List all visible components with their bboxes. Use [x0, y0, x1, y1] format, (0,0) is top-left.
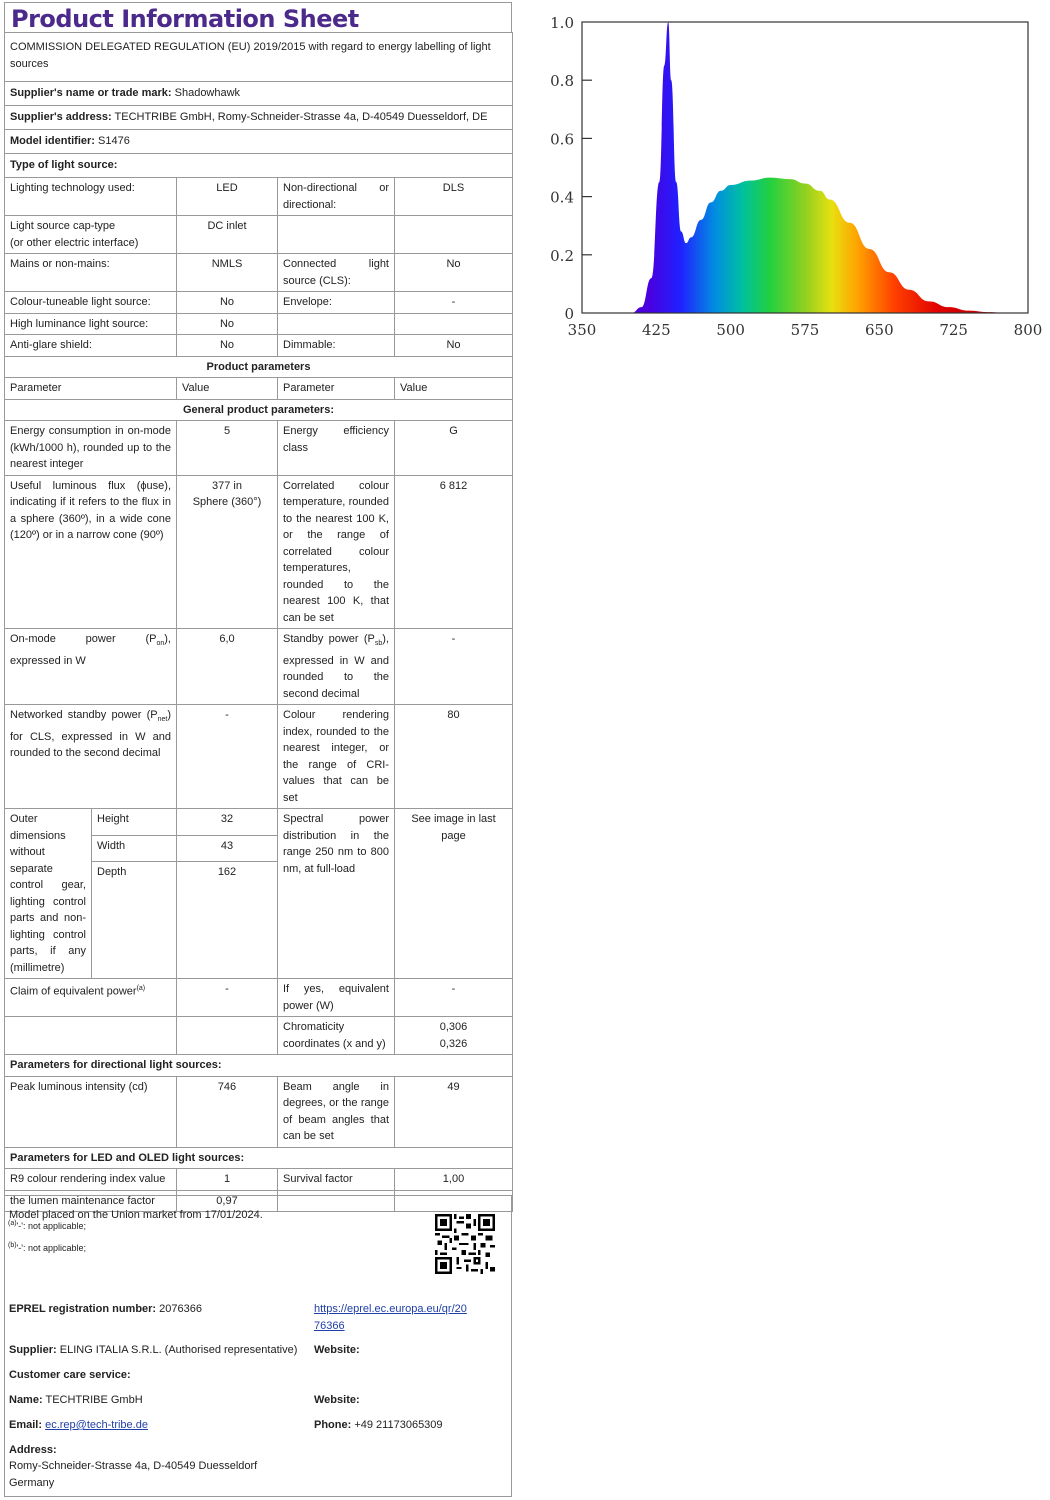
product-information-sheet [4, 2, 512, 1260]
luminous-flux-label: Useful luminous flux (ϕuse), indicating if it refers to the flux in a sphere (360º), in a wide cone (120º) or in a narrow cone (90º) [5, 475, 177, 629]
on-mode-power-sub: on [156, 640, 165, 648]
x-tick-label: 800 [1013, 321, 1043, 339]
equivalent-power-value: - [177, 979, 278, 1017]
supplier-name-label: Supplier's name or trade mark: [10, 87, 172, 99]
colour-tuneable-label: Colour-tuneable light source: [5, 292, 177, 314]
info-table [4, 32, 513, 1212]
y-tick-label: 0.4 [550, 188, 574, 207]
supplier-name-row [5, 82, 513, 106]
name-row [9, 1394, 143, 1406]
luminous-flux-value [177, 475, 278, 629]
standby-power-sub: sb [374, 640, 383, 648]
directional-value: DLS [395, 178, 513, 216]
page-title: Product Information Sheet [4, 2, 512, 32]
if-yes-value: - [395, 979, 513, 1017]
energy-consumption-label: Energy consumption in on-mode (kWh/1000 h), rounded up to the nearest integer [5, 421, 177, 476]
cap-type-label-line2: (or other electric interface) [10, 236, 139, 249]
energy-class-label: Energy efficiency class [278, 421, 395, 476]
lumen-maintenance-value: 0,97 [177, 1190, 278, 1212]
address-line2: Germany [9, 1477, 55, 1489]
eprel-number: 2076366 [159, 1303, 202, 1315]
cls-label: Connected light source (CLS): [278, 254, 395, 292]
equivalent-power-label [5, 979, 177, 1017]
regulation-text: COMMISSION DELEGATED REGULATION (EU) 2019/2015 with regard to energy labelling of light sources [5, 33, 513, 82]
depth-label: Depth [92, 862, 177, 979]
supplier-label: Supplier: [9, 1344, 57, 1356]
empty-cell [278, 216, 395, 254]
led-header: Parameters for LED and OLED light sources: [5, 1147, 513, 1169]
y-tick-label: 0.2 [550, 246, 574, 265]
energy-class-value: G [395, 421, 513, 476]
cri-value: 80 [395, 705, 513, 809]
empty-cell [395, 313, 513, 335]
supplier-address-label: Supplier's address: [10, 111, 112, 123]
cap-type-label-line1: Light source cap-type [10, 220, 116, 232]
survival-factor-label: Survival factor [278, 1169, 395, 1191]
address-line1: Romy-Schneider-Strasse 4a, D-40549 Duesseldorf [9, 1460, 258, 1472]
cct-value: 6 812 [395, 475, 513, 629]
cct-label: Correlated colour temperature, rounded to the nearest 100 K, or the range of correlated colour temperatures, rounded to the nearest 100 K, that can be set [278, 475, 395, 629]
chromaticity-x: 0,306 [439, 1021, 468, 1034]
if-yes-label: If yes, equivalent power (W) [278, 979, 395, 1017]
x-tick-label: 500 [716, 321, 745, 339]
mains-value: NMLS [177, 254, 278, 292]
market-placement: Model placed on the Union market from 17/01/2024. [9, 1209, 263, 1221]
col-value: Value [395, 378, 513, 400]
chromaticity-label: Chromaticity coordinates (x and y) [278, 1017, 395, 1055]
luminous-flux-value-line2: Sphere (360°) [192, 496, 262, 508]
cls-value: No [395, 254, 513, 292]
lighting-technology-label: Lighting technology used: [5, 178, 177, 216]
product-parameters-header: Product parameters [5, 356, 513, 378]
website-label: Website: [314, 1344, 360, 1356]
supplier-row [9, 1344, 297, 1356]
phone-label: Phone: [314, 1419, 352, 1431]
dimmable-label: Dimmable: [278, 335, 395, 357]
spd-value: See image in last page [395, 809, 513, 979]
survival-factor-value: 1,00 [395, 1169, 513, 1191]
directional-header: Parameters for directional light sources: [5, 1055, 513, 1077]
beam-angle-value: 49 [395, 1076, 513, 1147]
equivalent-power-sup: (a) [136, 985, 146, 993]
type-label: Type of light source: [5, 154, 513, 178]
name-label: Name: [9, 1394, 43, 1406]
anti-glare-label: Anti-glare shield: [5, 335, 177, 357]
email-link[interactable]: ec.rep@tech-tribe.de [45, 1419, 148, 1431]
supplier-name: Shadowhawk [174, 87, 241, 99]
chromaticity-value [395, 1017, 513, 1055]
empty-cell [177, 1017, 278, 1055]
x-tick-label: 425 [642, 321, 671, 339]
equivalent-power-label-text: Claim of equivalent power [10, 985, 137, 998]
anti-glare-value: No [177, 335, 278, 357]
beam-angle-label: Beam angle in degrees, or the range of beam angles that can be set [278, 1076, 395, 1147]
customer-care-label: Customer care service: [9, 1369, 131, 1381]
footnote-sup: (b) [8, 1242, 17, 1250]
r9-label: R9 colour rendering index value [5, 1169, 177, 1191]
r9-value: 1 [177, 1169, 278, 1191]
y-tick-label: 0 [564, 305, 574, 323]
envelope-label: Envelope: [278, 292, 395, 314]
on-mode-power-label-b: ), expressed in W [10, 633, 171, 667]
eprel-link-line2[interactable]: 76366 [314, 1320, 345, 1332]
empty-cell [278, 313, 395, 335]
standby-power-value: - [395, 629, 513, 705]
cap-type-label [5, 216, 177, 254]
x-tick-label: 650 [865, 321, 894, 339]
footnote-sup: (a) [8, 1220, 17, 1228]
y-tick-label: 0.8 [550, 72, 574, 91]
envelope-value: - [395, 292, 513, 314]
networked-standby-sub: net [157, 716, 168, 724]
lighting-technology-value: LED [177, 178, 278, 216]
footnote-text: '-': not applicable; [16, 1221, 87, 1232]
standby-power-label-b: ), expressed in W and rounded to the second decimal [283, 633, 389, 700]
standby-power-label [278, 629, 395, 705]
cap-type-value: DC inlet [177, 216, 278, 254]
email-row [9, 1419, 148, 1431]
energy-consumption-value: 5 [177, 421, 278, 476]
phone-row [314, 1419, 443, 1431]
x-tick-label: 350 [567, 321, 597, 339]
spd-label: Spectral power distribution in the range 250 nm to 800 nm, at full-load [278, 809, 395, 979]
y-tick-label: 0.6 [550, 130, 574, 149]
peak-intensity-label: Peak luminous intensity (cd) [5, 1076, 177, 1147]
address-label: Address: [9, 1444, 57, 1456]
width-value: 43 [177, 835, 278, 862]
supplier-address: TECHTRIBE GmbH, Romy-Schneider-Strasse 4a, D-40549 Duesseldorf, DE [114, 111, 488, 123]
on-mode-power-label [5, 629, 177, 705]
networked-standby-value: - [177, 705, 278, 809]
col-value: Value [177, 378, 278, 400]
website2-label: Website: [314, 1394, 360, 1406]
high-luminance-label: High luminance light source: [5, 313, 177, 335]
directional-label: Non-directional or directional: [278, 178, 395, 216]
model-row [5, 130, 513, 154]
footnote-text: '-': not applicable; [16, 1243, 87, 1254]
y-tick-label: 1.0 [550, 14, 574, 32]
supplier-address-row [5, 106, 513, 130]
model-identifier: S1476 [98, 135, 130, 147]
width-label: Width [92, 835, 177, 862]
chromaticity-y: 0,326 [439, 1037, 468, 1050]
col-parameter: Parameter [278, 378, 395, 400]
eprel-label: EPREL registration number: [9, 1303, 157, 1315]
high-luminance-value: No [177, 313, 278, 335]
name-value: TECHTRIBE GmbH [45, 1394, 143, 1406]
empty-cell [395, 216, 513, 254]
standby-power-label-a: Standby power (P [283, 633, 375, 645]
height-label: Height [92, 809, 177, 836]
spectrum-area [582, 22, 1008, 313]
x-tick-label: 725 [939, 321, 968, 339]
general-parameters-header: General product parameters: [5, 399, 513, 421]
eprel-box [4, 1195, 512, 1497]
supplier-value: ELING ITALIA S.R.L. (Authorised representative) [59, 1344, 298, 1356]
empty-cell [5, 1017, 177, 1055]
on-mode-power-label-a: On-mode power (P [10, 633, 157, 645]
qr-code-icon[interactable] [435, 1214, 495, 1274]
depth-value: 162 [177, 862, 278, 979]
mains-label: Mains or non-mains: [5, 254, 177, 292]
outer-dimensions-label: Outer dimensions without separate control gear, lighting control parts and non-lighting control parts, if any (millimetre) [5, 809, 92, 979]
phone-value: +49 21173065309 [354, 1419, 443, 1431]
peak-intensity-value: 746 [177, 1076, 278, 1147]
eprel-row [9, 1303, 202, 1315]
model-label: Model identifier: [10, 135, 95, 147]
eprel-link-line1[interactable]: https://eprel.ec.europa.eu/qr/20 [314, 1303, 467, 1315]
luminous-flux-value-line1: 377 in [212, 479, 242, 492]
lumen-maintenance-label: the lumen maintenance factor [5, 1190, 177, 1212]
plot-area [550, 14, 1042, 339]
dimmable-value: No [395, 335, 513, 357]
x-tick-label: 575 [790, 321, 820, 339]
on-mode-power-value: 6,0 [177, 629, 278, 705]
colour-tuneable-value: No [177, 292, 278, 314]
networked-standby-label-a: Networked standby power (P [10, 709, 158, 722]
height-value: 32 [177, 809, 278, 836]
spectral-power-chart [540, 0, 1050, 350]
networked-standby-label-b: ) for CLS, expressed in W and rounded to the second decimal [10, 709, 171, 760]
cri-label: Colour rendering index, rounded to the nearest integer, or the range of CRI-values that can be set [278, 705, 395, 809]
networked-standby-label [5, 705, 177, 809]
col-parameter: Parameter [5, 378, 177, 400]
email-label: Email: [9, 1419, 43, 1431]
